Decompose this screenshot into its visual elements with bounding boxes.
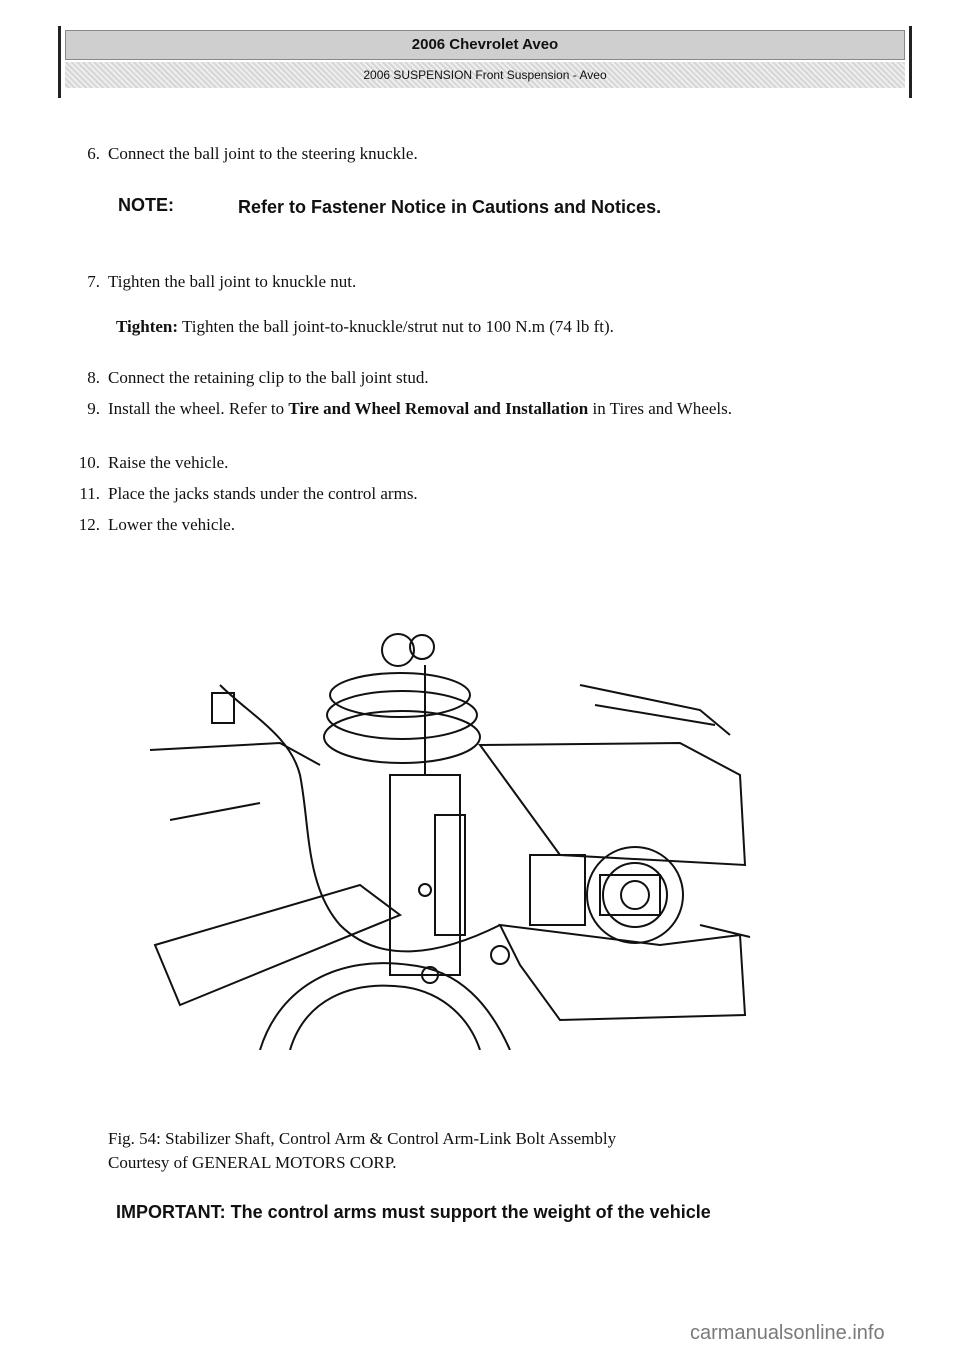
step-12 [78, 513, 235, 537]
step-11 [79, 482, 418, 506]
note-text: Refer to Fastener Notice in Cautions and Notices. [238, 197, 662, 217]
step-text: Place the jacks stands under the control arms. [108, 484, 418, 503]
caption-line-2: Courtesy of GENERAL MOTORS CORP. [108, 1153, 397, 1172]
step-text-tail: in Tires and Wheels. [588, 399, 732, 418]
step-9 [87, 397, 868, 421]
step-text: Connect the ball joint to the steering knuckle. [108, 144, 418, 163]
document-subtitle: 2006 SUSPENSION Front Suspension - Aveo [65, 62, 905, 88]
step-6 [87, 142, 418, 166]
watermark: carmanualsonline.info [690, 1322, 885, 1344]
tighten-spec [116, 317, 614, 337]
tighten-text: Tighten the ball joint-to-knuckle/strut nut to 100 N.m (74 lb ft). [178, 317, 614, 336]
step-number: 12. [78, 515, 100, 534]
step-8 [87, 366, 429, 390]
important-notice: IMPORTANT: The control arms must support the weight of the vehicle [116, 1202, 711, 1222]
suspension-illustration [140, 625, 760, 1050]
note-label: NOTE: [118, 195, 174, 215]
step-text: Tighten the ball joint to knuckle nut. [108, 272, 357, 291]
step-number: 10. [78, 453, 100, 472]
step-text: Lower the vehicle. [108, 515, 235, 534]
step-text: Connect the retaining clip to the ball joint stud. [108, 368, 429, 387]
step-number: 6. [87, 144, 100, 163]
step-number: 7. [87, 272, 100, 291]
tighten-label: Tighten: [116, 317, 179, 336]
document-title: 2006 Chevrolet Aveo [65, 30, 905, 60]
step-7 [87, 270, 357, 294]
step-number: 9. [87, 399, 100, 418]
figure-caption [108, 1127, 868, 1175]
caption-line-1: Fig. 54: Stabilizer Shaft, Control Arm & Control Arm-Link Bolt Assembly [108, 1129, 617, 1148]
step-number: 11. [79, 484, 100, 503]
reference-link[interactable]: Tire and Wheel Removal and Installation [288, 399, 589, 418]
step-number: 8. [87, 368, 100, 387]
step-text: Install the wheel. Refer to [108, 399, 289, 418]
step-10 [78, 451, 229, 475]
step-text: Raise the vehicle. [108, 453, 229, 472]
page-header [58, 26, 912, 98]
